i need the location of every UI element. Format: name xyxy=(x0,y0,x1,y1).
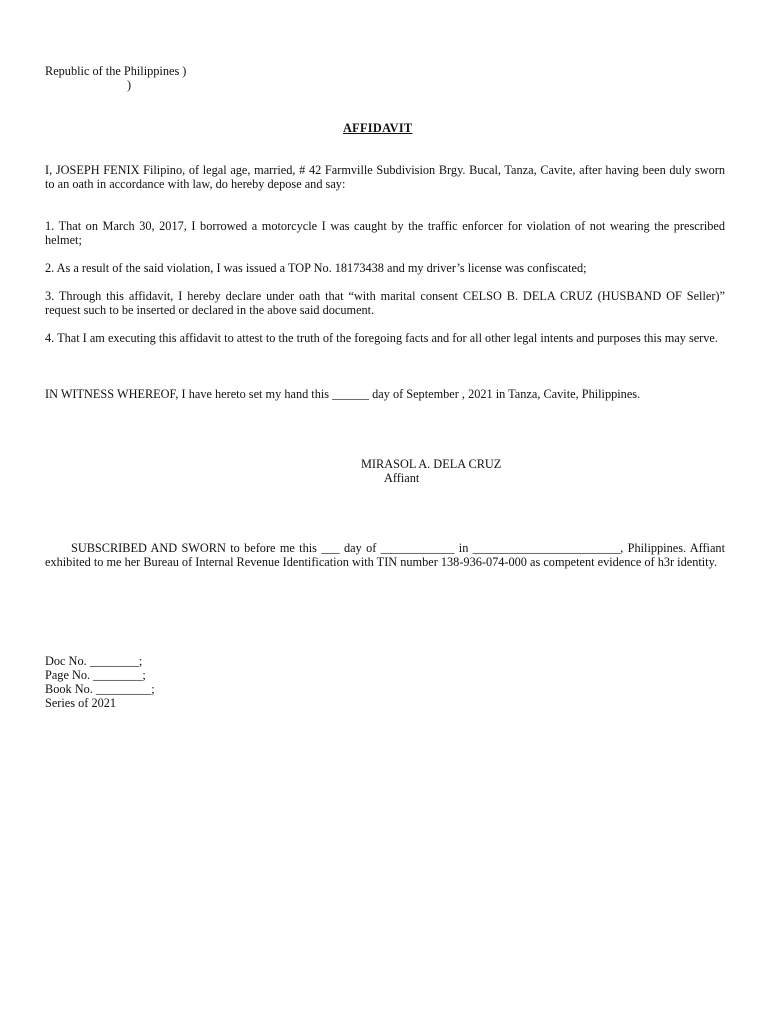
page-no: Page No. ________; xyxy=(45,668,146,682)
series: Series of 2021 xyxy=(45,696,117,710)
witness-paragraph: IN WITNESS WHEREOF, I have hereto set my hand this ______ day of September , 2021 in Tanza, Cavite, Philippines. xyxy=(45,387,641,401)
book-no: Book No. _________; xyxy=(45,682,155,696)
paragraph-3: 3. Through this affidavit, I hereby declare under oath that “with marital consent CELSO B. DELA CRUZ (HUSBAND OF Seller)” request such to be inserted or declared in the above said document. xyxy=(45,289,725,317)
intro-paragraph: I, JOSEPH FENIX Filipino, of legal age, married, # 42 Farmville Subdivision Brgy. Bucal, Tanza, Cavite, after having been duly sworn to an oath in accordance with law, do hereby depose and say: xyxy=(45,163,725,191)
jurat-paragraph: SUBSCRIBED AND SWORN to before me this ___ day of ____________ in ________________________, Philippines. Affiant exhibited to me her Bureau of Internal Revenue Identification with TIN number 138-936-074-000 as competent evidence of h3r identity. xyxy=(45,541,725,569)
paragraph-1: 1. That on March 30, 2017, I borrowed a motorcycle I was caught by the traffic enforcer for violation of not wearing the prescribed helmet; xyxy=(45,219,725,247)
paragraph-4: 4. That I am executing this affidavit to attest to the truth of the foregoing facts and for all other legal intents and purposes this may serve. xyxy=(45,331,718,345)
venue-line-2: ) xyxy=(127,78,132,92)
paragraph-2: 2. As a result of the said violation, I was issued a TOP No. 18173438 and my driver’s license was confiscated; xyxy=(45,261,587,275)
affiant-role: Affiant xyxy=(384,471,420,485)
document-title: AFFIDAVIT xyxy=(343,121,413,135)
doc-no: Doc No. ________; xyxy=(45,654,143,668)
affiant-name: MIRASOL A. DELA CRUZ xyxy=(361,457,502,471)
venue-line-1: Republic of the Philippines ) xyxy=(45,64,187,78)
